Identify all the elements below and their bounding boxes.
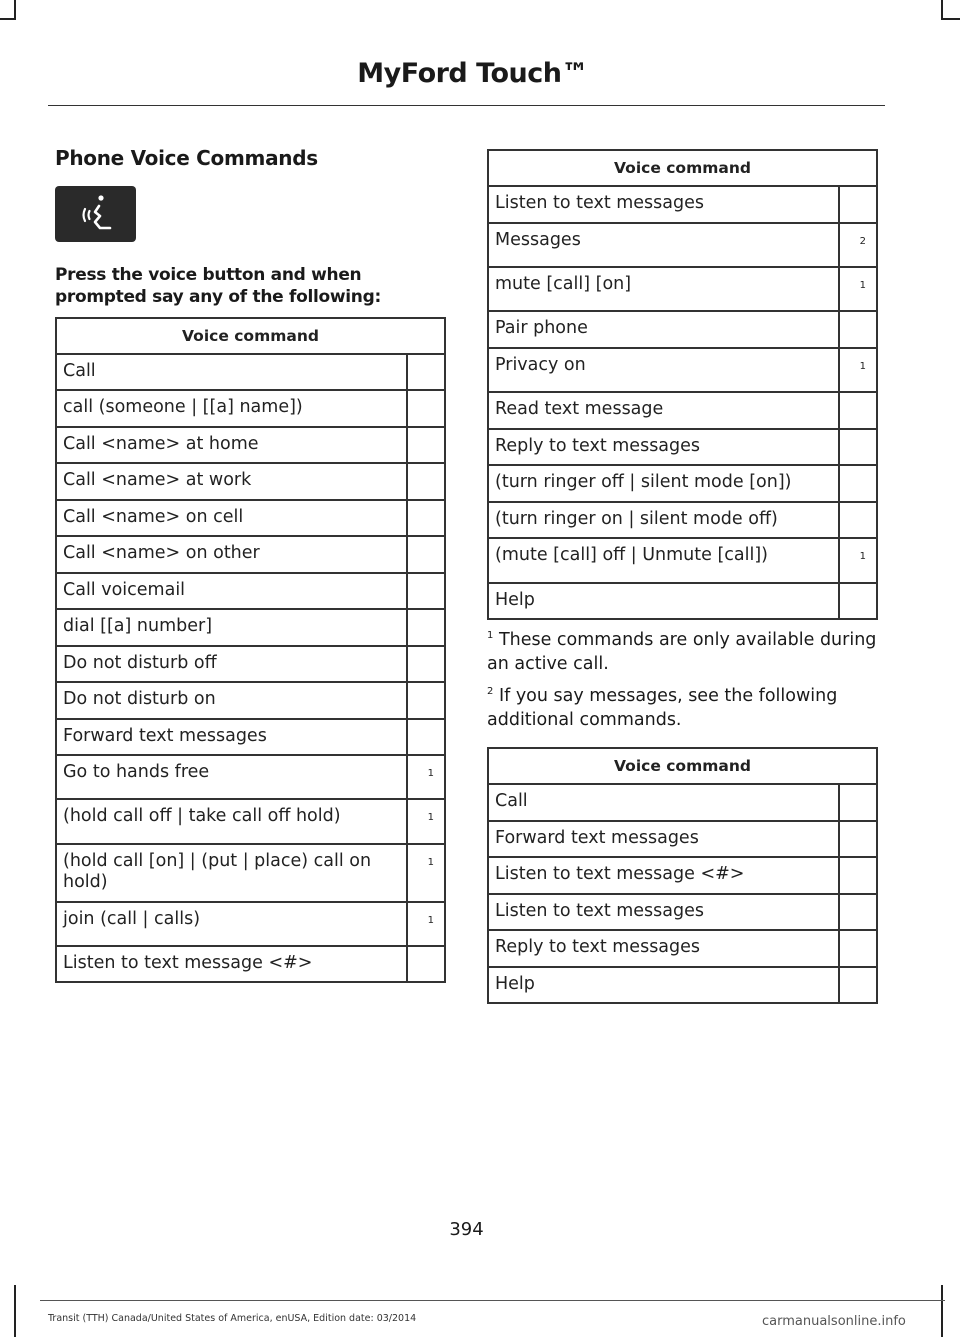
footnote-2: $^2$ If you say messages, see the following additional commands.: [487, 686, 838, 730]
table-row: [56, 463, 445, 500]
table-row: [56, 427, 445, 463]
footnote-ref-cell: [839, 311, 877, 348]
command-cell: Call: [488, 784, 839, 821]
command-cell: Reply to text messages: [488, 429, 839, 465]
table-header: Voice command: [488, 150, 877, 186]
voice-command-table-left: [55, 317, 446, 983]
table-row: [56, 902, 445, 946]
crop-mark: [14, 0, 16, 20]
table-row: [56, 946, 445, 982]
footnote-ref-cell: [839, 930, 877, 967]
footnote-ref-cell: [839, 465, 877, 502]
table-row: [488, 894, 877, 930]
table-row: [488, 784, 877, 821]
table-header: Voice command: [56, 318, 445, 354]
footnote-ref-cell: [407, 609, 445, 646]
table-row: [56, 573, 445, 609]
table-row: [488, 857, 877, 894]
table-row: [488, 967, 877, 1003]
table-row: [488, 821, 877, 857]
command-cell: (hold call [on] | (put | place) call on hold): [56, 844, 407, 902]
table-row: [56, 500, 445, 536]
table-body: [488, 186, 877, 619]
table-row: [56, 646, 445, 682]
table-row: [488, 538, 877, 583]
table-row: [488, 348, 877, 392]
crop-mark: [941, 1285, 943, 1337]
footnote-ref-cell: [839, 784, 877, 821]
footnote-ref-cell: [407, 536, 445, 573]
footnote-ref-cell: 1: [839, 348, 877, 392]
footnote-ref-cell: [407, 390, 445, 427]
table-body: [56, 354, 445, 982]
footnote-ref-cell: 1: [839, 538, 877, 583]
footnote-ref-cell: 1: [407, 902, 445, 946]
footnote-ref-cell: [839, 894, 877, 930]
footnote-ref-cell: [839, 502, 877, 538]
command-cell: Go to hands free: [56, 755, 407, 799]
voice-button-icon: [55, 186, 136, 242]
command-cell: Reply to text messages: [488, 930, 839, 967]
table-row: [488, 392, 877, 429]
command-cell: (turn ringer on | silent mode off): [488, 502, 839, 538]
command-cell: Messages: [488, 223, 839, 267]
command-cell: Listen to text messages: [488, 186, 839, 223]
table-row: [56, 354, 445, 390]
command-cell: dial [[a] number]: [56, 609, 407, 646]
page-header-title: MyFord Touch™: [357, 58, 588, 89]
table-row: [488, 267, 877, 311]
table-row: [56, 719, 445, 755]
command-cell: Listen to text message <#>: [56, 946, 407, 982]
command-cell: Privacy on: [488, 348, 839, 392]
footnote-ref-cell: 1: [407, 755, 445, 799]
command-cell: Help: [488, 583, 839, 619]
table-row: [56, 536, 445, 573]
command-cell: Call <name> at work: [56, 463, 407, 500]
footnote-ref-cell: [407, 946, 445, 982]
table-row: [488, 583, 877, 619]
page-number: 394: [449, 1219, 484, 1240]
table-row: [56, 682, 445, 719]
crop-mark: [0, 18, 16, 20]
footnote-ref-cell: [407, 646, 445, 682]
footnote-ref-cell: [839, 857, 877, 894]
command-cell: call (someone | [[a] name]): [56, 390, 407, 427]
instruction-text: Press the voice button and when prompted say any of the following:: [55, 265, 381, 307]
footnote-ref-cell: [839, 429, 877, 465]
table-row: [488, 186, 877, 223]
command-cell: join (call | calls): [56, 902, 407, 946]
footnote-ref-cell: [839, 967, 877, 1003]
command-cell: Listen to text messages: [488, 894, 839, 930]
footnote-ref-cell: [407, 719, 445, 755]
command-cell: Call <name> at home: [56, 427, 407, 463]
header-rule: [48, 105, 885, 106]
footnote-1: $^1$ These commands are only available during an active call.: [487, 630, 877, 674]
command-cell: Call <name> on cell: [56, 500, 407, 536]
footnote-ref-cell: [407, 573, 445, 609]
voice-command-table-right: [487, 149, 878, 620]
crop-mark: [941, 18, 960, 20]
footnote-ref-cell: 1: [407, 844, 445, 902]
command-cell: Read text message: [488, 392, 839, 429]
command-cell: Call: [56, 354, 407, 390]
table-row: [56, 799, 445, 844]
crop-mark: [941, 0, 943, 20]
footnote-ref-cell: [839, 821, 877, 857]
table-row: [488, 502, 877, 538]
edition-text: Transit (TTH) Canada/United States of America, enUSA, Edition date: 03/2014: [48, 1313, 417, 1324]
table-row: [56, 390, 445, 427]
footnote-ref-cell: [407, 427, 445, 463]
footnote-ref-cell: 1: [839, 267, 877, 311]
table-row: [488, 429, 877, 465]
footnote-ref-cell: [407, 354, 445, 390]
footnote-ref-cell: [407, 682, 445, 719]
table-row: [488, 311, 877, 348]
command-cell: Forward text messages: [56, 719, 407, 755]
table-row: [56, 609, 445, 646]
command-cell: Call <name> on other: [56, 536, 407, 573]
table-row: [56, 844, 445, 902]
table-body: [488, 784, 877, 1003]
footnote-ref-cell: 1: [407, 799, 445, 844]
command-cell: Help: [488, 967, 839, 1003]
table-header: Voice command: [488, 748, 877, 784]
command-cell: Pair phone: [488, 311, 839, 348]
footnote-ref-cell: 2: [839, 223, 877, 267]
command-cell: Do not disturb on: [56, 682, 407, 719]
table-row: [56, 755, 445, 799]
watermark: carmanualsonline.info: [762, 1314, 906, 1329]
command-cell: Forward text messages: [488, 821, 839, 857]
footer-rule: [40, 1300, 945, 1301]
footnote-ref-cell: [407, 463, 445, 500]
crop-mark: [14, 1285, 16, 1337]
command-cell: mute [call] [on]: [488, 267, 839, 311]
section-title: Phone Voice Commands: [55, 146, 318, 170]
table-row: [488, 223, 877, 267]
footnote-ref-cell: [839, 583, 877, 619]
footnote-ref-cell: [407, 500, 445, 536]
footnote-ref-cell: [839, 392, 877, 429]
command-cell: Listen to text message <#>: [488, 857, 839, 894]
command-cell: (mute [call] off | Unmute [call]): [488, 538, 839, 583]
command-cell: Do not disturb off: [56, 646, 407, 682]
command-cell: (hold call off | take call off hold): [56, 799, 407, 844]
table-row: [488, 930, 877, 967]
footnote-ref-cell: [839, 186, 877, 223]
command-cell: Call voicemail: [56, 573, 407, 609]
table-row: [488, 465, 877, 502]
messages-command-table: [487, 747, 878, 1004]
command-cell: (turn ringer off | silent mode [on]): [488, 465, 839, 502]
